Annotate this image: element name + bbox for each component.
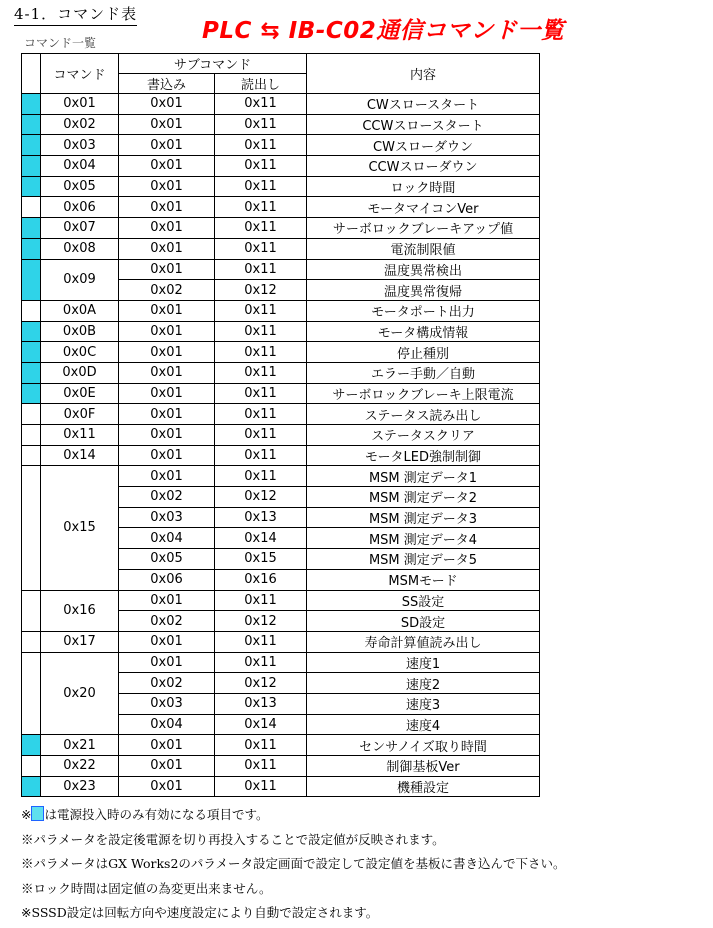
content-cell: 寿命計算値読み出し: [307, 631, 540, 652]
marker-cell: [22, 652, 41, 735]
note-text: は電源投入時のみ有効になる項目です。: [44, 807, 269, 822]
content-cell: MSM 測定データ2: [307, 487, 540, 508]
read-cell: 0x11: [215, 590, 307, 611]
write-cell: 0x01: [119, 197, 215, 218]
content-cell: CWスローダウン: [307, 135, 540, 156]
marker-cell: [22, 135, 41, 156]
write-cell: 0x01: [119, 94, 215, 115]
write-cell: 0x03: [119, 693, 215, 714]
read-cell: 0x11: [215, 114, 307, 135]
table-row: [22, 135, 540, 156]
write-cell: 0x04: [119, 714, 215, 735]
write-cell: 0x01: [119, 362, 215, 383]
table-row: [22, 218, 540, 239]
content-cell: 制御基板Ver: [307, 756, 540, 777]
write-cell: 0x05: [119, 549, 215, 570]
note-line: ※パラメータはGX Works2のパラメータ設定画面で設定して設定値を基板に書き込んで下さい。: [21, 856, 566, 871]
read-cell: 0x11: [215, 445, 307, 466]
table-row: [22, 259, 540, 280]
read-cell: 0x12: [215, 673, 307, 694]
command-cell: 0x23: [41, 776, 119, 797]
table-row: [22, 404, 540, 425]
notes: [21, 803, 566, 926]
marker-cell: [22, 197, 41, 218]
marker-cell: [22, 94, 41, 115]
command-table-body: [22, 94, 540, 797]
table-row: [22, 590, 540, 611]
marker-cell: [22, 342, 41, 363]
marker-cell: [22, 259, 41, 300]
write-cell: 0x01: [119, 652, 215, 673]
table-caption: コマンド一覧: [24, 36, 97, 50]
write-cell: 0x01: [119, 735, 215, 756]
write-cell: 0x01: [119, 445, 215, 466]
command-cell: 0x01: [41, 94, 119, 115]
table-row: [22, 652, 540, 673]
read-cell: 0x14: [215, 528, 307, 549]
read-cell: 0x11: [215, 259, 307, 280]
table-row: [22, 383, 540, 404]
note-line: [21, 803, 566, 828]
read-cell: 0x12: [215, 611, 307, 632]
marker-cell: [22, 425, 41, 446]
read-cell: 0x15: [215, 549, 307, 570]
content-cell: 温度異常復帰: [307, 280, 540, 301]
read-cell: 0x14: [215, 714, 307, 735]
command-cell: 0x0C: [41, 342, 119, 363]
write-cell: 0x03: [119, 507, 215, 528]
content-cell: モータ構成情報: [307, 321, 540, 342]
read-cell: 0x11: [215, 404, 307, 425]
content-header: 内容: [307, 54, 540, 94]
read-cell: 0x11: [215, 176, 307, 197]
note-prefix: ※: [21, 807, 32, 822]
table-row: [22, 342, 540, 363]
read-cell: 0x11: [215, 652, 307, 673]
write-cell: 0x02: [119, 673, 215, 694]
write-cell: 0x01: [119, 425, 215, 446]
write-cell: 0x01: [119, 321, 215, 342]
main-title: PLC ⇆ IB-C02通信コマンド一覧: [202, 18, 565, 44]
marker-cell: [22, 156, 41, 177]
content-cell: ステータス読み出し: [307, 404, 540, 425]
read-cell: 0x11: [215, 135, 307, 156]
content-cell: ステータスクリア: [307, 425, 540, 446]
note-line: ※パラメータを設定後電源を切り再投入することで設定値が反映されます。: [21, 831, 445, 847]
marker-cell: [22, 445, 41, 466]
table-row: [22, 445, 540, 466]
command-cell: 0x04: [41, 156, 119, 177]
content-cell: モータポート出力: [307, 300, 540, 321]
marker-cell: [22, 776, 41, 797]
section-title: 4-1．コマンド表: [14, 3, 137, 26]
read-cell: 0x11: [215, 156, 307, 177]
write-cell: 0x01: [119, 342, 215, 363]
write-cell: 0x02: [119, 487, 215, 508]
write-cell: 0x02: [119, 280, 215, 301]
write-header: 書込み: [119, 74, 215, 94]
marker-cell: [22, 383, 41, 404]
read-cell: 0x11: [215, 321, 307, 342]
command-cell: 0x11: [41, 425, 119, 446]
content-cell: エラー手動／自動: [307, 362, 540, 383]
write-cell: 0x01: [119, 756, 215, 777]
command-cell: 0x22: [41, 756, 119, 777]
write-cell: 0x01: [119, 156, 215, 177]
content-cell: SD設定: [307, 611, 540, 632]
command-table: [21, 53, 540, 797]
read-cell: 0x12: [215, 280, 307, 301]
content-cell: MSM 測定データ4: [307, 528, 540, 549]
content-cell: MSM 測定データ5: [307, 549, 540, 570]
marker-cell: [22, 631, 41, 652]
marker-legend-box: [31, 806, 44, 821]
write-cell: 0x06: [119, 569, 215, 590]
read-cell: 0x16: [215, 569, 307, 590]
content-cell: 電流制限値: [307, 238, 540, 259]
command-cell: 0x17: [41, 631, 119, 652]
note-line: ※SSSD設定は回転方向や速度設定により自動で設定されます。: [21, 905, 379, 920]
content-cell: CCWスローダウン: [307, 156, 540, 177]
write-cell: 0x01: [119, 300, 215, 321]
read-cell: 0x11: [215, 238, 307, 259]
write-cell: 0x01: [119, 631, 215, 652]
command-cell: 0x0F: [41, 404, 119, 425]
command-cell: 0x07: [41, 218, 119, 239]
table-row: [22, 425, 540, 446]
table-row: [22, 362, 540, 383]
command-cell: 0x03: [41, 135, 119, 156]
content-cell: SS設定: [307, 590, 540, 611]
content-cell: 速度4: [307, 714, 540, 735]
table-row: [22, 735, 540, 756]
header-row-top: [22, 54, 540, 74]
read-cell: 0x11: [215, 94, 307, 115]
command-header: コマンド: [41, 54, 119, 94]
read-cell: 0x11: [215, 631, 307, 652]
command-cell: 0x02: [41, 114, 119, 135]
content-cell: 停止種別: [307, 342, 540, 363]
command-cell: 0x20: [41, 652, 119, 735]
read-cell: 0x11: [215, 466, 307, 487]
write-cell: 0x01: [119, 776, 215, 797]
command-cell: 0x0D: [41, 362, 119, 383]
content-cell: サーボロックブレーキ上限電流: [307, 383, 540, 404]
write-cell: 0x01: [119, 404, 215, 425]
command-cell: 0x0A: [41, 300, 119, 321]
read-cell: 0x13: [215, 507, 307, 528]
content-cell: CCWスロースタート: [307, 114, 540, 135]
command-cell: 0x14: [41, 445, 119, 466]
read-header: 読出し: [215, 74, 307, 94]
marker-cell: [22, 300, 41, 321]
table-row: [22, 631, 540, 652]
marker-cell: [22, 114, 41, 135]
write-cell: 0x01: [119, 135, 215, 156]
table-row: [22, 238, 540, 259]
marker-cell: [22, 735, 41, 756]
read-cell: 0x11: [215, 342, 307, 363]
command-cell: 0x05: [41, 176, 119, 197]
command-cell: 0x08: [41, 238, 119, 259]
marker-header-cell: [22, 54, 41, 94]
note-line: ※ロック時間は固定値の為変更出来ません。: [21, 880, 272, 896]
content-cell: MSM 測定データ3: [307, 507, 540, 528]
table-row: [22, 94, 540, 115]
write-cell: 0x01: [119, 590, 215, 611]
content-cell: CWスロースタート: [307, 94, 540, 115]
command-cell: 0x0E: [41, 383, 119, 404]
read-cell: 0x11: [215, 735, 307, 756]
content-cell: MSM 測定データ1: [307, 466, 540, 487]
content-cell: ロック時間: [307, 176, 540, 197]
marker-cell: [22, 404, 41, 425]
read-cell: 0x13: [215, 693, 307, 714]
content-cell: 温度異常検出: [307, 259, 540, 280]
table-row: [22, 114, 540, 135]
write-cell: 0x01: [119, 176, 215, 197]
content-cell: MSMモード: [307, 569, 540, 590]
table-row: [22, 756, 540, 777]
write-cell: 0x01: [119, 383, 215, 404]
write-cell: 0x01: [119, 259, 215, 280]
read-cell: 0x11: [215, 362, 307, 383]
command-cell: 0x15: [41, 466, 119, 590]
marker-cell: [22, 756, 41, 777]
table-row: [22, 466, 540, 487]
marker-cell: [22, 362, 41, 383]
content-cell: モータLED強制制御: [307, 445, 540, 466]
marker-cell: [22, 176, 41, 197]
read-cell: 0x11: [215, 425, 307, 446]
table-row: [22, 156, 540, 177]
command-cell: 0x16: [41, 590, 119, 631]
write-cell: 0x01: [119, 466, 215, 487]
table-row: [22, 300, 540, 321]
content-cell: 速度1: [307, 652, 540, 673]
table-row: [22, 197, 540, 218]
read-cell: 0x11: [215, 218, 307, 239]
content-cell: サーボロックブレーキアップ値: [307, 218, 540, 239]
marker-cell: [22, 238, 41, 259]
content-cell: 速度2: [307, 673, 540, 694]
write-cell: 0x04: [119, 528, 215, 549]
table-row: [22, 176, 540, 197]
command-cell: 0x21: [41, 735, 119, 756]
read-cell: 0x11: [215, 776, 307, 797]
marker-cell: [22, 321, 41, 342]
read-cell: 0x11: [215, 300, 307, 321]
write-cell: 0x02: [119, 611, 215, 632]
write-cell: 0x01: [119, 218, 215, 239]
command-cell: 0x06: [41, 197, 119, 218]
write-cell: 0x01: [119, 238, 215, 259]
marker-cell: [22, 590, 41, 631]
read-cell: 0x11: [215, 383, 307, 404]
write-cell: 0x01: [119, 114, 215, 135]
table-row: [22, 321, 540, 342]
content-cell: 機種設定: [307, 776, 540, 797]
marker-cell: [22, 218, 41, 239]
command-cell: 0x0B: [41, 321, 119, 342]
read-cell: 0x11: [215, 197, 307, 218]
marker-cell: [22, 466, 41, 590]
read-cell: 0x12: [215, 487, 307, 508]
read-cell: 0x11: [215, 756, 307, 777]
table-row: [22, 776, 540, 797]
content-cell: 速度3: [307, 693, 540, 714]
content-cell: センサノイズ取り時間: [307, 735, 540, 756]
content-cell: モータマイコンVer: [307, 197, 540, 218]
command-cell: 0x09: [41, 259, 119, 300]
subcommand-header: サブコマンド: [119, 54, 307, 74]
